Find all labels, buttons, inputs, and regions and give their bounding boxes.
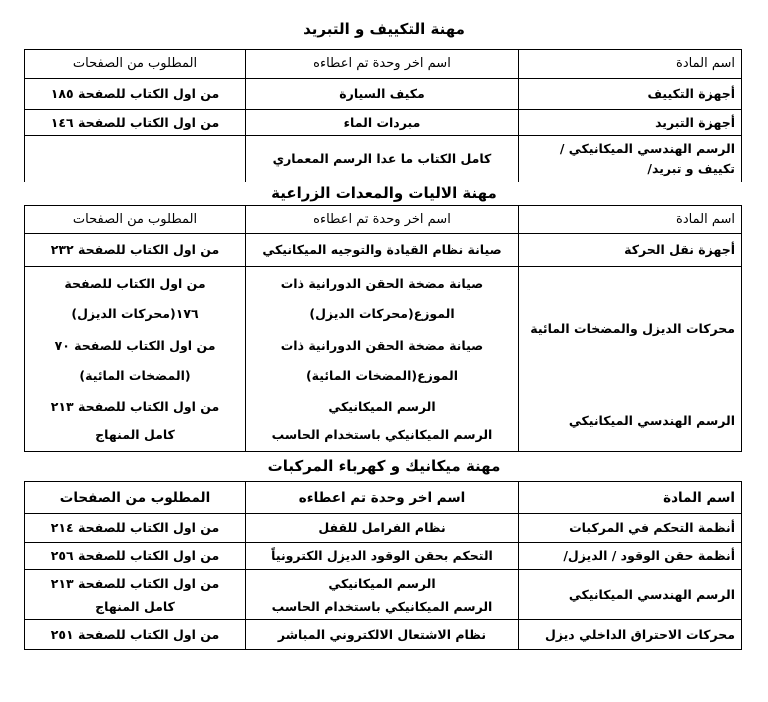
table-ac <box>24 49 742 182</box>
cell-last-unit: الرسم الميكانيكي <box>328 398 436 414</box>
header-subject: اسم المادة <box>519 206 742 234</box>
cell-last-unit: صيانة مضخة الحقن الدورانية ذات الموزع(المضخات المائية) <box>280 338 484 383</box>
header-last-unit: اسم اخر وحدة تم اعطاءه <box>246 50 519 79</box>
cell-pages: من اول الكتاب للصفحة ٧٠ (المضخات المائية) <box>54 338 216 383</box>
table-row <box>25 136 742 182</box>
table-header-row <box>25 50 742 79</box>
table-row <box>25 543 742 570</box>
cell-pages: من اول الكتاب للصفحة ١٨٥ <box>25 79 246 110</box>
header-last-unit: اسم اخر وحدة تم اعطاءه <box>246 206 519 234</box>
table-header-row <box>25 482 742 514</box>
table-row <box>25 267 742 392</box>
cell-subject: أنظمة حقن الوقود / الديزل/ <box>519 543 742 570</box>
table-row <box>25 79 742 110</box>
cell-pages: من اول الكتاب للصفحة ٢١٣ <box>50 575 220 591</box>
cell-pages: كامل المنهاج <box>95 426 175 442</box>
cell-pages: من اول الكتاب للصفحة ٢١٤ <box>25 514 246 543</box>
cell-pages <box>25 136 246 182</box>
cell-pages-group <box>25 267 246 392</box>
cell-subject: محركات الديزل والمضخات المائية <box>519 267 742 392</box>
cell-last-unit: التحكم بحقن الوقود الديزل الكترونياً <box>246 543 519 570</box>
cell-subject: الرسم الهندسي الميكانيكي / تكييف و تبريد/ <box>519 136 742 182</box>
cell-pages-group <box>25 570 246 620</box>
table-row <box>25 620 742 650</box>
header-last-unit: اسم اخر وحدة تم اعطاءه <box>246 482 519 514</box>
cell-last-unit-group <box>246 570 519 620</box>
table-agri <box>24 205 742 452</box>
cell-subject: أجهزة نقل الحركة <box>519 234 742 267</box>
cell-last-unit: نظام الفرامل للقفل <box>246 514 519 543</box>
cell-subject: الرسم الهندسي الميكانيكي <box>519 570 742 620</box>
table-row <box>25 514 742 543</box>
cell-pages: من اول الكتاب للصفحة ٢٥٦ <box>25 543 246 570</box>
table-row <box>25 391 742 451</box>
cell-last-unit: نظام الاشتعال الالكتروني المباشر <box>246 620 519 650</box>
table-vehicles <box>24 481 742 650</box>
cell-subject: أجهزة التبريد <box>519 110 742 136</box>
cell-subject: الرسم الهندسي الميكانيكي <box>519 391 742 451</box>
section-title-ac: مهنة التكييف و التبريد <box>303 20 465 38</box>
cell-last-unit: مبردات الماء <box>246 110 519 136</box>
cell-last-unit-group <box>246 391 519 451</box>
header-pages: المطلوب من الصفحات <box>25 50 246 79</box>
cell-last-unit: صيانة مضخة الحقن الدورانية ذات الموزع(محركات الديزل) <box>280 276 484 321</box>
header-pages: المطلوب من الصفحات <box>25 482 246 514</box>
section-title-vehicles: مهنة ميكانيك و كهرباء المركبات <box>267 457 501 475</box>
cell-pages: من اول الكتاب للصفحة ٢٥١ <box>25 620 246 650</box>
cell-last-unit: صيانة نظام القيادة والتوجيه الميكانيكي <box>246 234 519 267</box>
cell-last-unit: الرسم الميكانيكي <box>328 575 436 591</box>
cell-pages: من اول الكتاب للصفحة ٢٣٢ <box>25 234 246 267</box>
header-subject: اسم المادة <box>519 50 742 79</box>
cell-last-unit: الرسم الميكانيكي باستخدام الحاسب <box>271 598 493 614</box>
cell-pages: كامل المنهاج <box>95 598 175 614</box>
table-row <box>25 234 742 267</box>
table-row <box>25 110 742 136</box>
header-subject: اسم المادة <box>519 482 742 514</box>
section-title-agri: مهنة الاليات والمعدات الزراعية <box>271 184 497 202</box>
cell-last-unit: كامل الكتاب ما عدا الرسم المعماري <box>246 136 519 182</box>
cell-subject: محركات الاحتراق الداخلي ديزل <box>519 620 742 650</box>
cell-subject: أجهزة التكييف <box>519 79 742 110</box>
header-pages: المطلوب من الصفحات <box>25 206 246 234</box>
cell-pages-group <box>25 391 246 451</box>
table-row <box>25 570 742 620</box>
cell-last-unit: مكيف السيارة <box>246 79 519 110</box>
table-header-row <box>25 206 742 234</box>
cell-pages: من اول الكتاب للصفحة ٢١٣ <box>50 398 220 414</box>
cell-last-unit-group <box>246 267 519 392</box>
cell-last-unit: الرسم الميكانيكي باستخدام الحاسب <box>271 426 493 442</box>
cell-pages: من اول الكتاب للصفحة ١٤٦ <box>25 110 246 136</box>
cell-subject: أنظمة التحكم في المركبات <box>519 514 742 543</box>
cell-pages: من اول الكتاب للصفحة ١٧٦(محركات الديزل) <box>64 276 206 321</box>
